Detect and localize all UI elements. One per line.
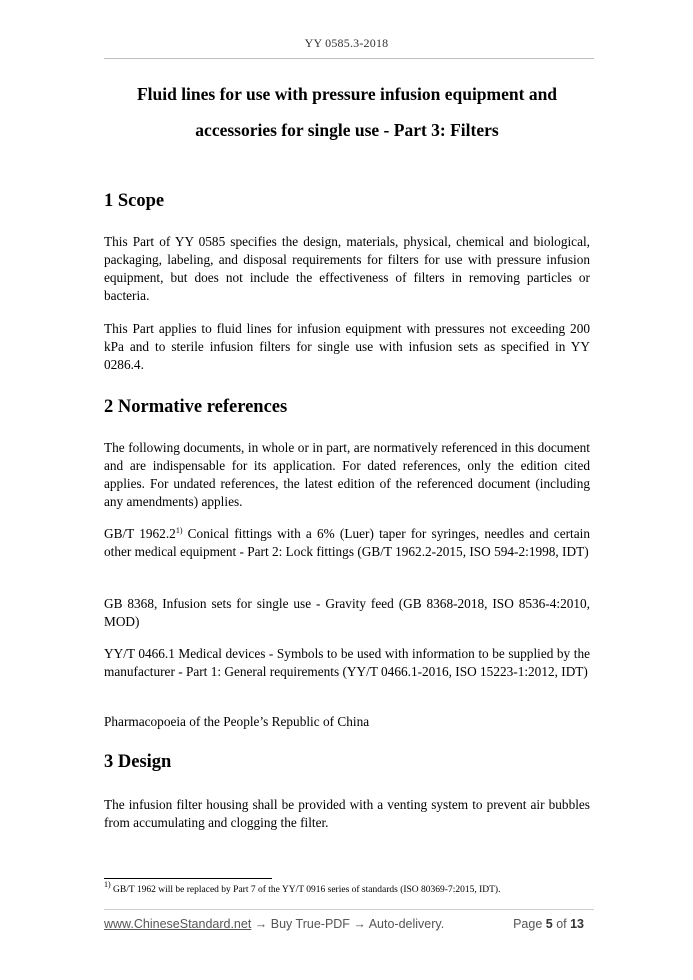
current-page-number: 5 <box>545 917 553 931</box>
footnote <box>104 880 590 896</box>
scope-paragraph-2: This Part applies to fluid lines for infusion equipment with pressures not exceeding 200 kPa and to sterile infusion filters for single use with infusion sets as specified in YY 0286.4. <box>104 321 590 372</box>
reference-gbt-1962-2 <box>104 525 590 561</box>
footnote-marker: 1) <box>104 880 111 889</box>
footnote-divider <box>104 878 272 879</box>
running-header: YY 0585.3-2018 <box>304 36 389 50</box>
of-label: of <box>552 917 571 931</box>
footnote-marker: 1) <box>175 526 183 535</box>
reference-yyt-0466-1: YY/T 0466.1 Medical devices - Symbols to be used with information to be supplied by the manufacturer - Part 1: General requirements (YY/T 0466.1-2016, ISO 15223-1:2012, IDT) <box>104 646 590 679</box>
design-paragraph-1: The infusion filter housing shall be provided with a venting system to prevent air bubbles from accumulating and clogging the filter. <box>104 797 590 830</box>
reference-code: GB/T 1962.2 <box>104 526 176 541</box>
footnote-text: GB/T 1962 will be replaced by Part 7 of the YY/T 0916 series of standards (ISO 80369-7:2015, IDT). <box>110 885 501 895</box>
footer-divider <box>104 909 594 910</box>
page-footer <box>104 917 590 931</box>
footer-promo-text: → Buy True-PDF → Auto-delivery. <box>251 917 445 931</box>
scope-paragraph-1: This Part of YY 0585 specifies the design, materials, physical, chemical and biological, packaging, labeling, and disposal requirements for filters for use with pressure infusion equipment, but does not include the effectiveness of filters in removing particles or bacteria. <box>104 234 590 303</box>
section-heading-normative-references: 2 Normative references <box>104 397 288 417</box>
reference-title: Conical fittings with a 6% (Luer) taper for syringes, needles and certain other medical equipment - Part 2: Lock fittings (GB/T 1962.2-2015, ISO 594-2:1998, IDT) <box>104 526 590 559</box>
website-link[interactable]: www.ChineseStandard.net <box>104 917 252 931</box>
reference-gb-8368: GB 8368, Infusion sets for single use - Gravity feed (GB 8368-2018, ISO 8536-4:2010, MOD) <box>104 596 590 629</box>
section-heading-design: 3 Design <box>104 752 172 772</box>
document-title-line-2: accessories for single use - Part 3: Filters <box>195 120 499 140</box>
header-divider <box>104 58 594 59</box>
page-indicator <box>513 917 584 931</box>
page-label: Page <box>513 917 546 931</box>
reference-pharmacopoeia: Pharmacopoeia of the People’s Republic of China <box>104 714 370 729</box>
total-pages-number: 13 <box>570 917 584 931</box>
document-title-line-1: Fluid lines for use with pressure infusion equipment and <box>136 84 558 104</box>
normative-intro-paragraph: The following documents, in whole or in part, are normatively referenced in this document and are indispensable for its application. For dated references, only the edition cited applies. For undated references, the latest edition of the referenced document (including any amendments) applies. <box>104 440 590 509</box>
section-heading-scope: 1 Scope <box>104 191 165 211</box>
